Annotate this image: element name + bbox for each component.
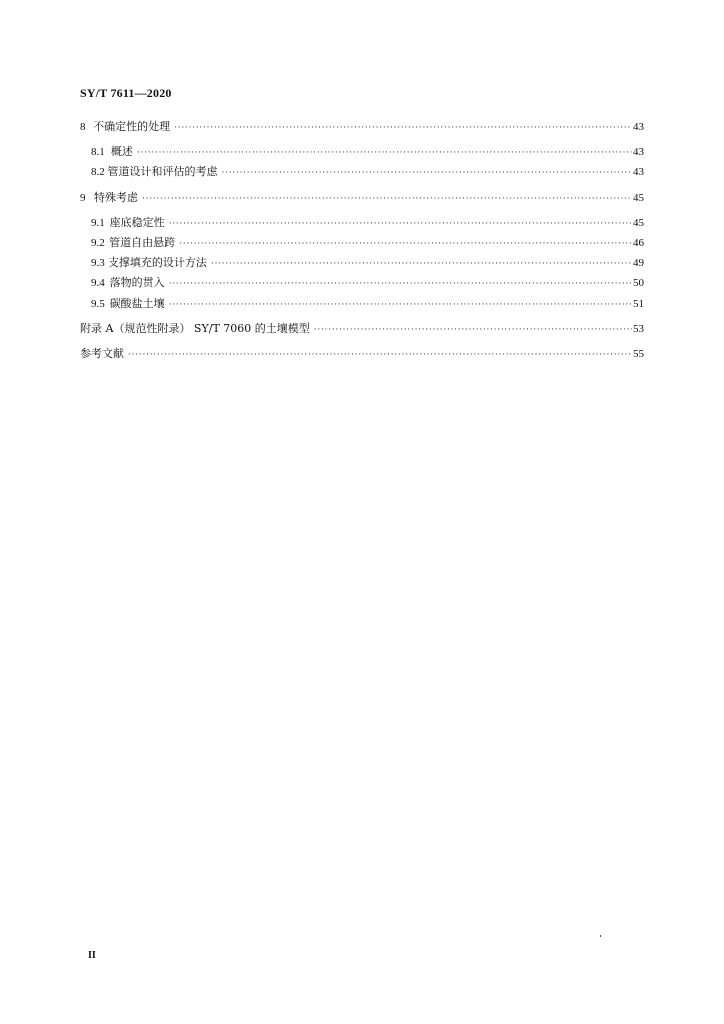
toc-dot-leader	[221, 162, 632, 182]
toc-entry-number: 9.1	[91, 216, 105, 229]
toc-entry-title: 座底稳定性	[109, 215, 165, 229]
toc-entry-title: 落物的贯入	[109, 276, 165, 290]
toc-entry-title: 管道自由悬跨	[109, 235, 176, 249]
standard-code-header: SY/T 7611—2020	[80, 86, 172, 100]
scan-speck	[600, 935, 601, 937]
toc-entry-title: 附录 A（规范性附录） SY/T 7060 的土壤模型	[80, 321, 310, 335]
toc-entry-page: 46	[633, 236, 644, 249]
toc-entry-references[interactable]	[80, 344, 644, 364]
toc-entry-number: 9.2	[91, 236, 105, 249]
toc-entry-page: 53	[633, 322, 644, 335]
toc-entry-page: 49	[633, 257, 644, 270]
toc-entry-number: 9.3	[91, 257, 105, 270]
toc-entry-8[interactable]	[80, 117, 644, 137]
toc-entry-9-4[interactable]	[80, 273, 644, 293]
toc-dot-leader	[169, 213, 632, 233]
toc-entry-page: 43	[633, 166, 644, 179]
toc-dot-leader	[174, 117, 632, 137]
toc-entry-9-2[interactable]	[80, 233, 644, 253]
toc-entry-9-5[interactable]	[80, 294, 644, 314]
toc-entry-page: 43	[633, 146, 644, 159]
toc-entry-9-3[interactable]	[80, 253, 644, 273]
toc-entry-number: 8.1	[91, 146, 105, 159]
toc-entry-number: 8	[80, 121, 86, 133]
toc-dot-leader	[314, 319, 632, 339]
toc-entry-8-2[interactable]	[80, 162, 644, 182]
table-of-contents	[80, 117, 644, 364]
toc-entry-9[interactable]	[80, 188, 644, 208]
toc-entry-8-1[interactable]	[80, 142, 644, 162]
toc-dot-leader	[169, 273, 632, 293]
toc-entry-title: 参考文献	[80, 346, 124, 360]
toc-dot-leader	[142, 188, 632, 208]
toc-entry-page: 45	[633, 216, 644, 229]
toc-entry-page: 55	[633, 347, 644, 360]
toc-dot-leader	[169, 294, 632, 314]
footer-page-number: II	[88, 950, 96, 961]
toc-entry-number: 9.5	[91, 297, 105, 310]
toc-entry-title: 碳酸盐土壤	[109, 296, 165, 310]
toc-dot-leader	[137, 142, 632, 162]
toc-entry-page: 50	[633, 277, 644, 290]
toc-entry-title: 特殊考虑	[94, 190, 139, 204]
toc-entry-title: 不确定性的处理	[93, 120, 171, 133]
toc-dot-leader	[128, 344, 632, 364]
toc-entry-page: 51	[633, 297, 644, 310]
toc-dot-leader	[211, 253, 632, 273]
toc-entry-number: 8.2	[91, 166, 105, 179]
toc-dot-leader	[179, 233, 632, 253]
toc-entry-appendix-a[interactable]	[80, 319, 644, 339]
toc-entry-page: 43	[633, 121, 644, 133]
toc-entry-page: 45	[633, 191, 644, 204]
toc-entry-title: 支撑填充的设计方法	[107, 256, 207, 270]
toc-entry-title: 概述	[110, 145, 133, 159]
toc-entry-title: 管道设计和评估的考虑	[107, 165, 218, 179]
toc-entry-number: 9	[80, 191, 86, 204]
toc-entry-number: 9.4	[91, 277, 105, 290]
toc-entry-9-1[interactable]	[80, 213, 644, 233]
